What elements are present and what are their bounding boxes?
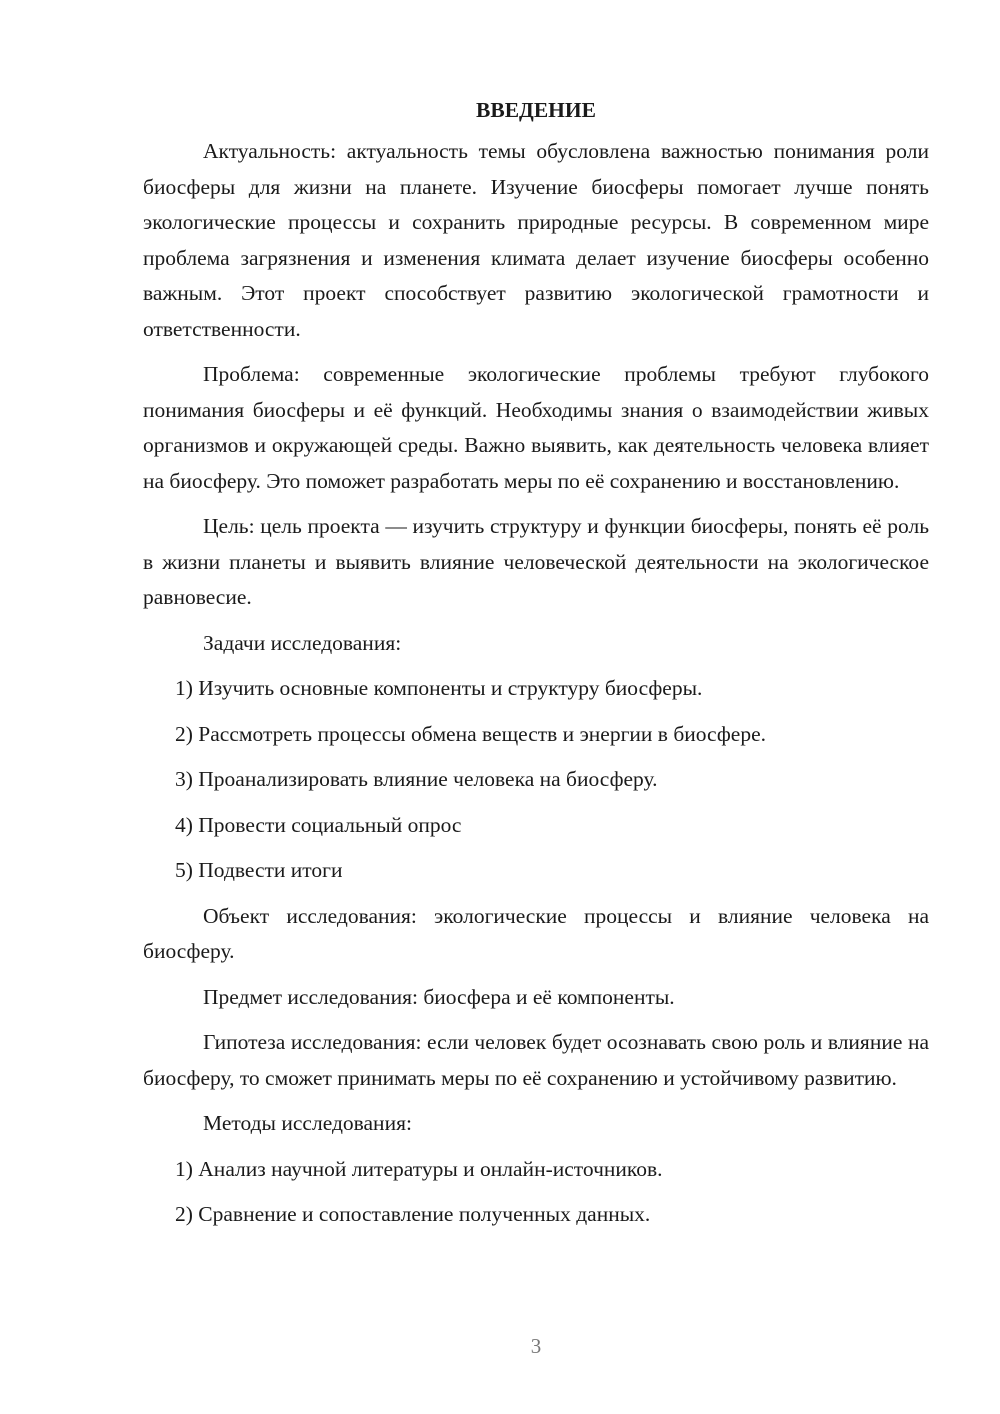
list-item: 2) Сравнение и сопоставление полученных данных. <box>175 1202 651 1226</box>
goal-paragraph: Цель: цель проекта — изучить структуру и функции биосферы, понять её роль в жизни планеты и выявить влияние человеческой деятельности на экологическое равновесие. <box>143 514 929 609</box>
methods-list <box>143 1152 929 1233</box>
document-page <box>143 92 929 1243</box>
list-item: 3) Проанализировать влияние человека на биосферу. <box>175 767 658 791</box>
methods-heading: Методы исследования: <box>203 1111 412 1135</box>
list-item: 4) Провести социальный опрос <box>175 812 462 837</box>
list-item: 1) Изучить основные компоненты и структуру биосферы. <box>175 676 703 700</box>
problem-paragraph: Проблема: современные экологические проблемы требуют глубокого понимания биосферы и её функций. Необходимы знания о взаимодействии живых организмов и окружающей среды. Важно выявить, как деятельность человека влияет на биосферу. Это поможет разработать меры по её сохранению и восстановлению. <box>143 362 929 493</box>
tasks-heading: Задачи исследования: <box>203 630 402 655</box>
hypothesis-paragraph: Гипотеза исследования: если человек будет осознавать свою роль и влияние на биосферу, то сможет принимать меры по её сохранению и устойчивому развитию. <box>143 1030 929 1090</box>
page-number: 3 <box>530 1334 542 1358</box>
list-item: 1) Анализ научной литературы и онлайн-источников. <box>175 1156 663 1181</box>
list-item: 2) Рассмотреть процессы обмена веществ и энергии в биосфере. <box>175 721 766 746</box>
relevance-paragraph: Актуальность: актуальность темы обусловлена важностью понимания роли биосферы для жизни на планете. Изучение биосферы помогает лучше понять экологические процессы и сохранить природные ресурсы. В современном мире проблема загрязнения и изменения климата делает изучение биосферы особенно важным. Этот проект способствует развитию экологической грамотности и ответственности. <box>143 139 929 341</box>
object-paragraph: Объект исследования: экологические процессы и влияние человека на биосферу. <box>143 903 929 963</box>
subject-paragraph: Предмет исследования: биосфера и её компоненты. <box>203 984 675 1009</box>
section-title: ВВЕДЕНИЕ <box>476 98 596 122</box>
tasks-list <box>143 671 929 889</box>
list-item: 5) Подвести итоги <box>175 858 343 882</box>
